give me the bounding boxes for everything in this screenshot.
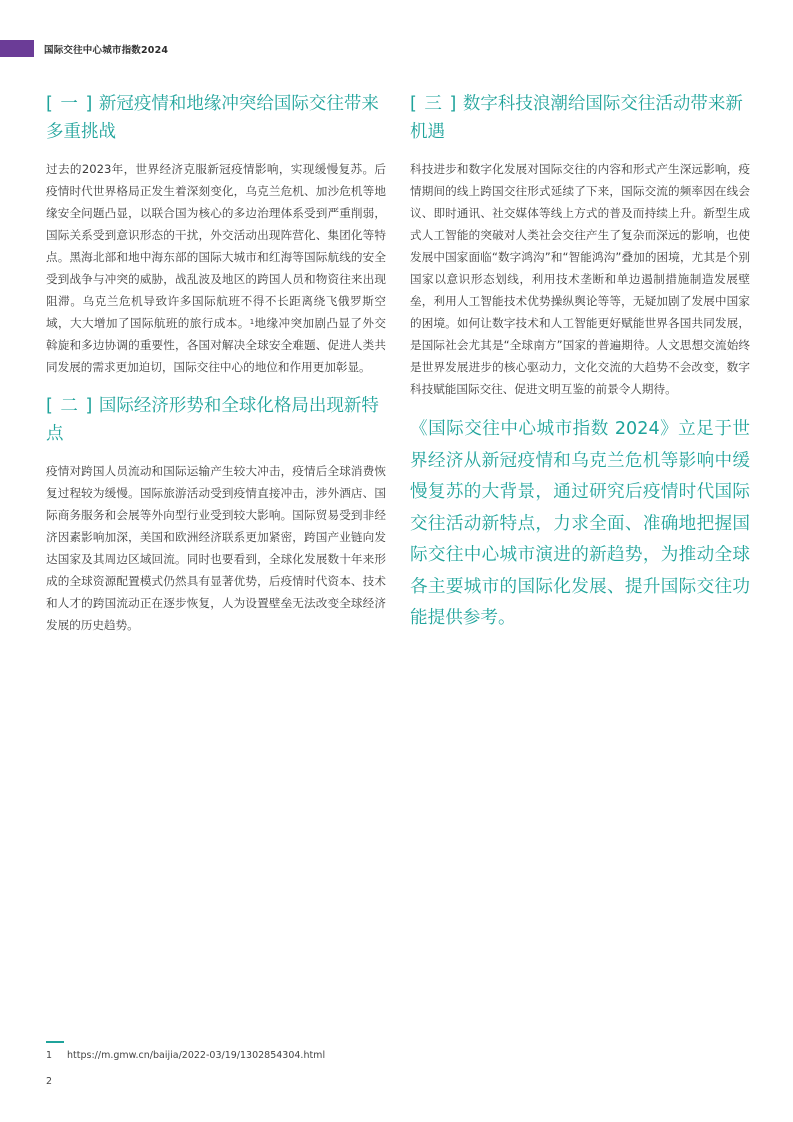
section-2-paragraph: 疫情对跨国人员流动和国际运输产生较大冲击，疫情后全球消费恢复过程较为缓慢。国际旅游活动受到疫情直接冲击，涉外酒店、国际商务服务和会展等外向型行业受到较大影响。国际贸易受到非经济因素影响加深，美国和欧洲经济联系更加紧密，跨国产业链向发达国家及其周边区域回流。同时也要看到，全球化发展数十年来形成的全球资源配置模式仍然具有显著优势，后疫情时代资本、技术和人才的跨国流动正在逐步恢复，人为设置壁垒无法改变全球经济发展的历史趋势。	[46, 464, 386, 632]
section-3-heading	[410, 90, 750, 146]
section-3-title: 数字科技浪潮给国际交往活动带来新机遇	[410, 94, 743, 142]
section-1-paragraph	[46, 158, 386, 378]
footnote	[46, 1050, 325, 1061]
section-2-heading	[46, 392, 386, 448]
footnote-link[interactable]: https://m.gmw.cn/baijia/2022-03/19/1302854304.html	[67, 1050, 326, 1061]
section-1-number: [ 一 ]	[46, 94, 94, 114]
section-1-title: 新冠疫情和地缘冲突给国际交往带来多重挑战	[46, 94, 379, 142]
section-1-text-a: 过去的2023年，世界经济克服新冠疫情影响，实现缓慢复苏。后疫情时代世界格局正发生着深刻变化，乌克兰危机、加沙危机等地缘安全问题凸显，以联合国为核心的多边治理体系受到严重削弱，国际关系受到意识形态的干扰，外交活动出现阵营化、集团化等特点。黑海北部和地中海东部的国际大城市和红海等国际航线的安全受到战争与冲突的威胁，战乱波及地区的跨国人员和物资往来出现阻滞。乌克兰危机导致许多国际航班不得不长距离绕飞俄罗斯空域，大大增加了国际航班的旅行成本。	[46, 162, 386, 330]
section-2-title: 国际经济形势和全球化格局出现新特点	[46, 396, 379, 444]
header-accent-block	[0, 40, 34, 57]
section-1-heading	[46, 90, 386, 146]
page-number: 2	[46, 1076, 53, 1087]
running-header-title: 国际交往中心城市指数2024	[44, 45, 169, 56]
footnote-divider	[46, 1041, 64, 1043]
pullquote: 《国际交往中心城市指数 2024》立足于世界经济从新冠疫情和乌克兰危机等影响中缓慢复苏的大背景，通过研究后疫情时代国际交往活动新特点，力求全面、准确地把握国际交往中心城市演进的新趋势，为推动全球各主要城市的国际化发展、提升国际交往功能提供参考。	[410, 419, 750, 628]
footnote-reference-1[interactable]: 1	[249, 318, 255, 326]
footnote-number: 1	[46, 1050, 53, 1061]
section-1-text-b: 地缘冲突加剧凸显了外交斡旋和多边协调的重要性，各国对解决全球安全难题、促进人类共同发展的需求更加迫切，国际交往中心的地位和作用更加彰显。	[46, 316, 386, 374]
left-column	[46, 90, 386, 650]
section-2-number: [ 二 ]	[46, 396, 94, 416]
section-3-paragraph: 科技进步和数字化发展对国际交往的内容和形式产生深远影响，疫情期间的线上跨国交往形式延续了下来，国际交流的频率因在线会议、即时通讯、社交媒体等线上方式的普及而持续上升。新型生成式人工智能的突破对人类社会交往产生了复杂而深远的影响，也使发展中国家面临“数字鸿沟”和“智能鸿沟”叠加的困境，尤其是个别国家以意识形态划线，利用技术垄断和单边遏制措施制造发展壁垒，利用人工智能技术优势操纵舆论等等，无疑加剧了发展中国家的困境。如何让数字技术和人工智能更好赋能世界各国共同发展，是国际社会尤其是“全球南方”国家的普遍期待。人文思想交流始终是世界发展进步的核心驱动力，文化交流的大趋势不会改变，数字科技赋能国际交往、促进文明互鉴的前景令人期待。	[410, 162, 750, 396]
right-column	[410, 90, 750, 635]
section-3-number: [ 三 ]	[410, 94, 458, 114]
